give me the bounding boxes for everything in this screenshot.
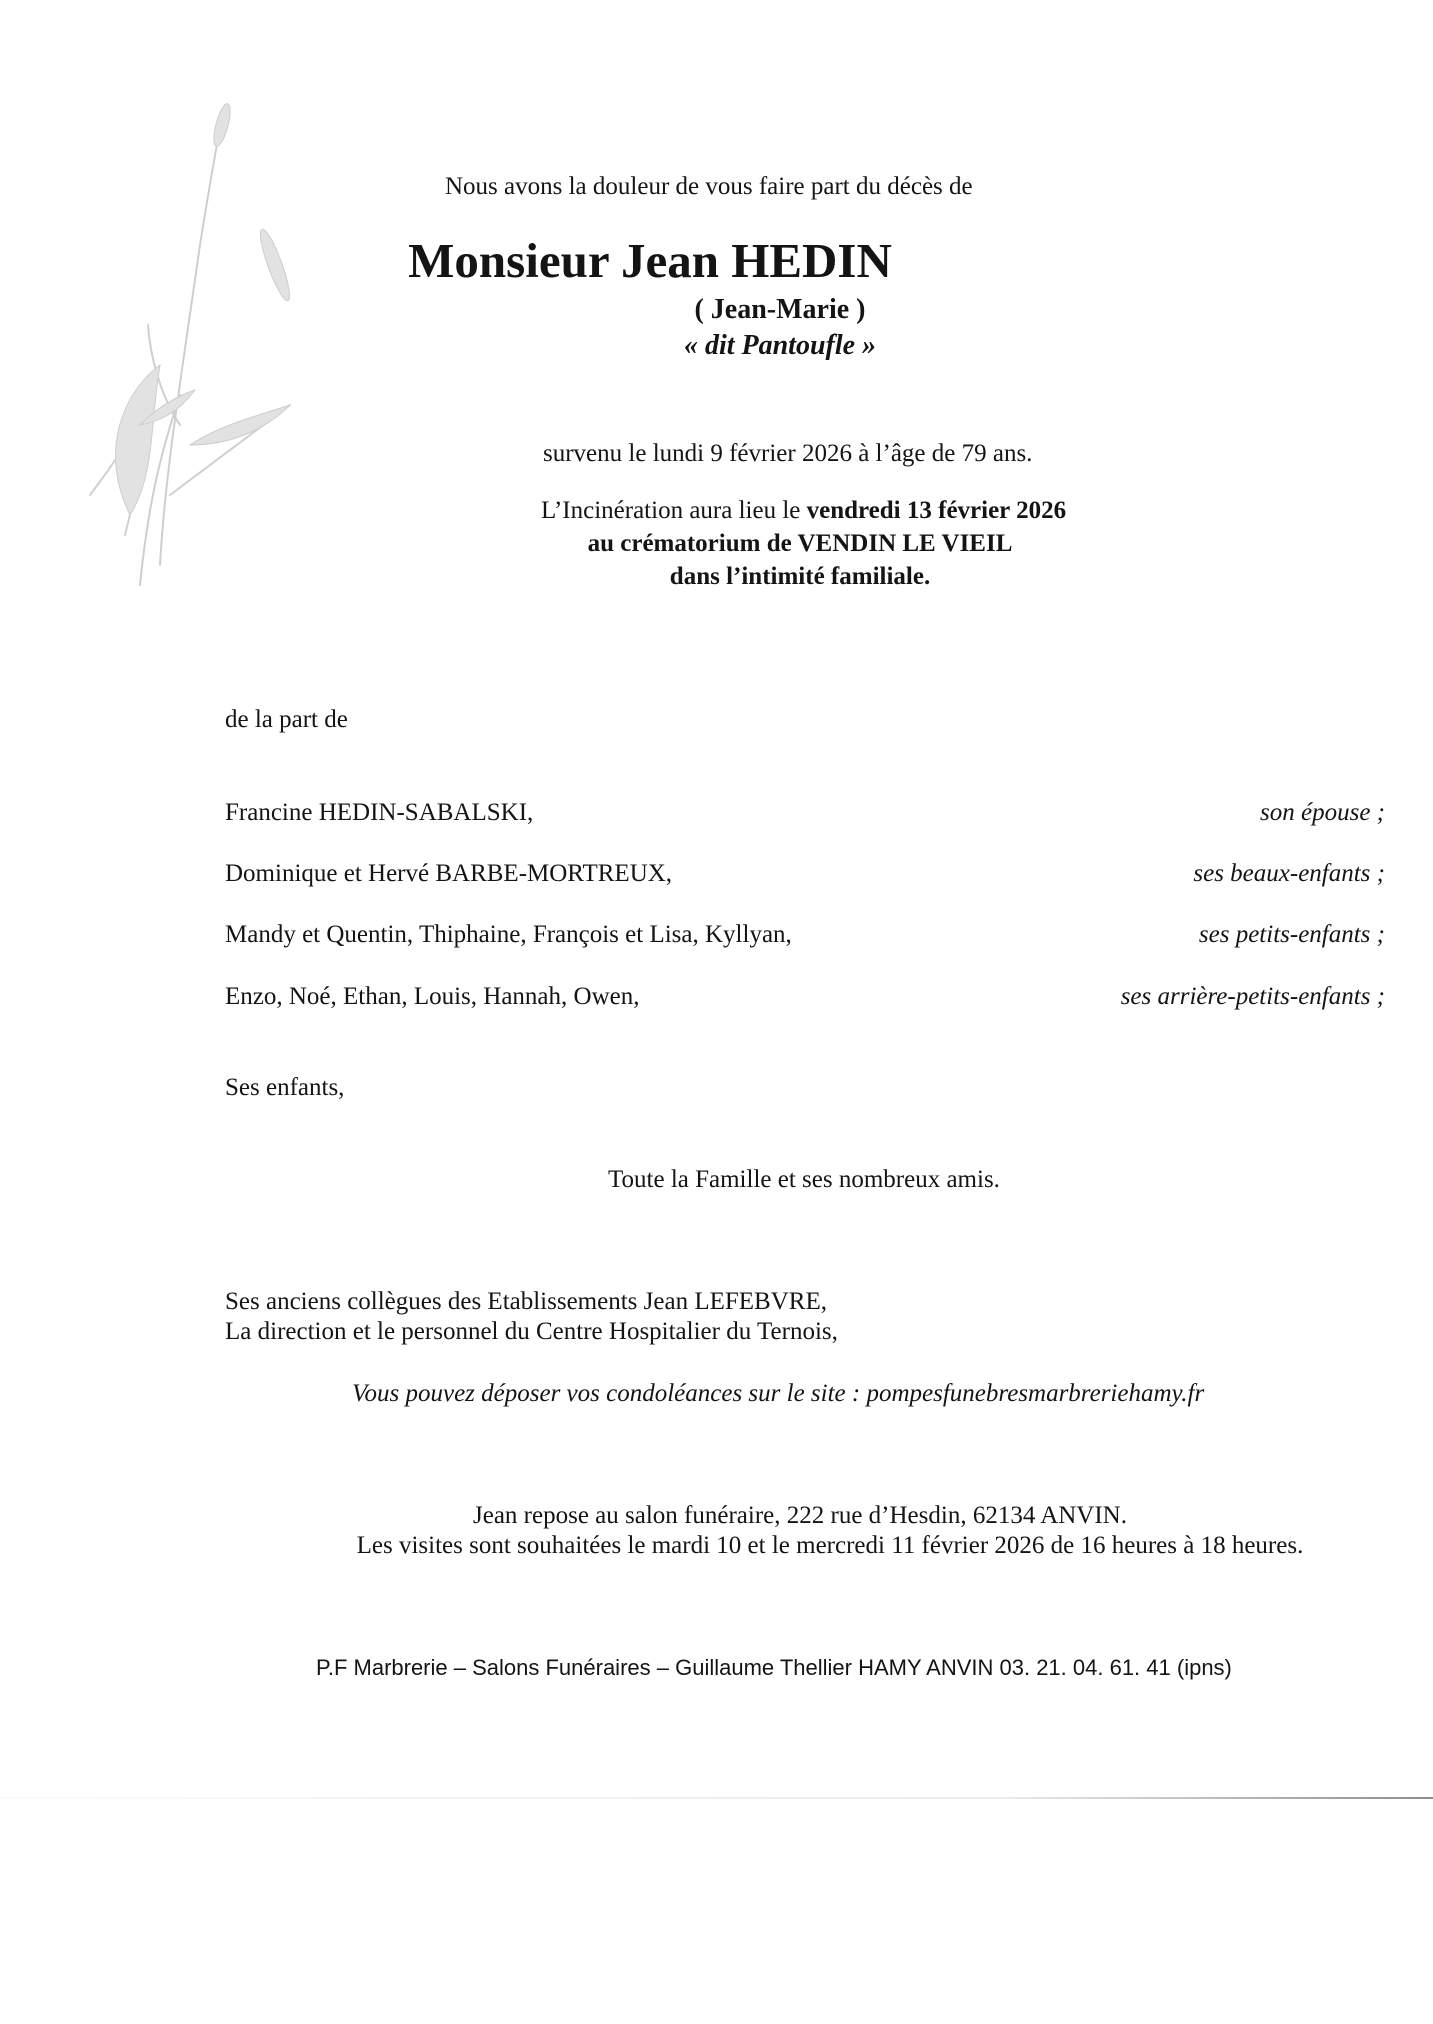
family-row xyxy=(225,983,1385,1017)
children-label: Ses enfants, xyxy=(225,1074,345,1101)
family-relation: ses beaux-enfants ; xyxy=(1193,860,1385,887)
visitation-line-2: Les visites sont souhaitées le mardi 10 et le mercredi 11 février 2026 de 16 heures à 18 heures. xyxy=(356,1532,1304,1559)
family-names: Francine HEDIN-SABALSKI, xyxy=(225,799,534,826)
colleagues-line-1: Ses anciens collègues des Etablissements Jean LEFEBVRE, xyxy=(225,1288,827,1315)
family-row xyxy=(225,921,1385,955)
funeral-home-footer: P.F Marbrerie – Salons Funéraires – Guillaume Thellier HAMY ANVIN 03. 21. 04. 61. 41 (ipns) xyxy=(316,1655,1232,1680)
family-names: Mandy et Quentin, Thiphaine, François et Lisa, Kyllyan, xyxy=(225,921,792,948)
family-row xyxy=(225,799,1385,833)
scan-edge-divider xyxy=(0,1797,1433,1799)
family-names: Enzo, Noé, Ethan, Louis, Hannah, Owen, xyxy=(225,983,640,1010)
colleagues-line-2: La direction et le personnel du Centre Hospitalier du Ternois, xyxy=(225,1318,838,1345)
ceremony-date: vendredi 13 février 2026 xyxy=(806,497,1067,524)
family-relation: ses petits-enfants ; xyxy=(1198,921,1385,948)
ceremony-line-2: au crématorium de VENDIN LE VIEIL xyxy=(587,530,1013,557)
ceremony-line-1 xyxy=(541,497,1066,525)
from-label: de la part de xyxy=(225,706,348,733)
ceremony-line-3: dans l’intimité familiale. xyxy=(669,563,931,590)
condolences-text: Vous pouvez déposer vos condoléances sur le site : pompesfunebresmarbreriehamy.fr xyxy=(352,1380,1205,1407)
deceased-name: Monsieur Jean HEDIN xyxy=(408,233,892,288)
alt-name: ( Jean-Marie ) xyxy=(694,294,866,325)
ceremony-prefix: L’Incinération aura lieu le xyxy=(541,497,807,524)
family-row xyxy=(225,860,1385,894)
death-notice: survenu le lundi 9 février 2026 à l’âge de 79 ans. xyxy=(543,440,1033,467)
visitation-line-1: Jean repose au salon funéraire, 222 rue d’Hesdin, 62134 ANVIN. xyxy=(473,1502,1127,1529)
family-relation: ses arrière-petits-enfants ; xyxy=(1120,983,1385,1010)
family-names: Dominique et Hervé BARBE-MORTREUX, xyxy=(225,860,673,887)
extended-family: Toute la Famille et ses nombreux amis. xyxy=(608,1166,1000,1193)
family-relation: son épouse ; xyxy=(1260,799,1385,826)
intro-text: Nous avons la douleur de vous faire part du décès de xyxy=(445,173,973,200)
nickname: « dit Pantoufle » xyxy=(683,330,877,361)
